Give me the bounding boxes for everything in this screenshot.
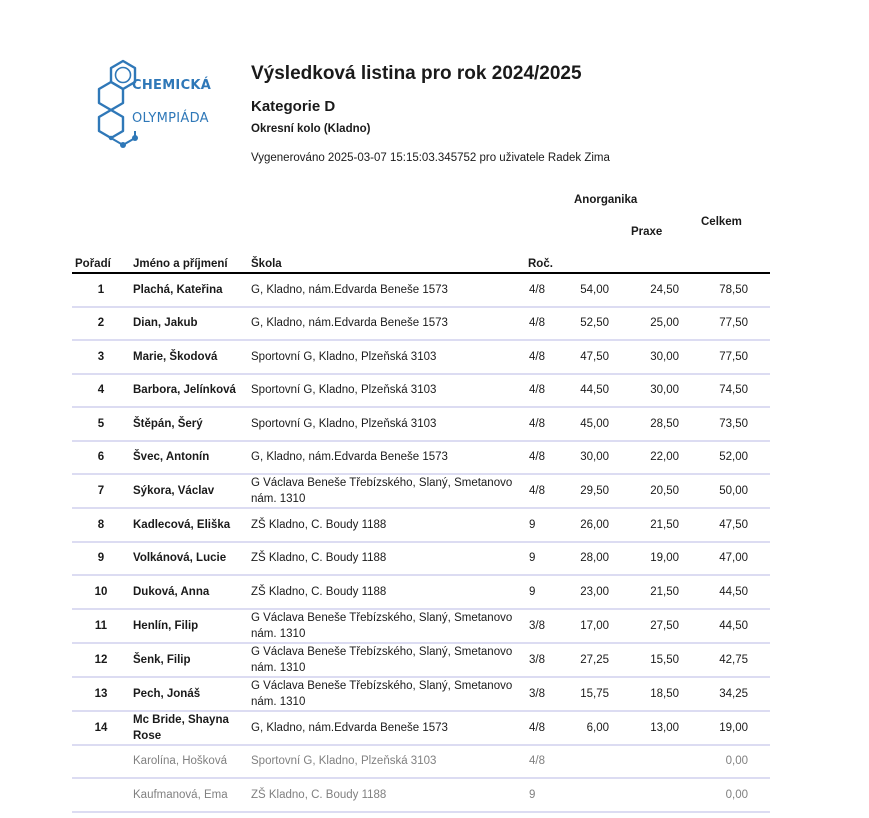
cell-school: G Václava Beneše Třebízského, Slaný, Smetanovo nám. 1310 [248, 677, 525, 711]
cell-school: G Václava Beneše Třebízského, Slaný, Smetanovo nám. 1310 [248, 643, 525, 677]
cell-name: Marie, Škodová [130, 340, 248, 374]
cell-roc: 4/8 [525, 307, 570, 341]
cell-celkem: 50,00 [697, 474, 770, 508]
cell-praxe: 30,00 [627, 340, 697, 374]
cell-school: ZŠ Kladno, C. Boudy 1188 [248, 778, 525, 812]
cell-rank: 3 [72, 340, 130, 374]
cell-anorganika: 15,75 [570, 677, 627, 711]
table-row [72, 575, 770, 609]
cell-roc: 3/8 [525, 609, 570, 643]
cell-praxe: 18,50 [627, 677, 697, 711]
cell-school: Sportovní G, Kladno, Plzeňská 3103 [248, 745, 525, 779]
cell-anorganika: 23,00 [570, 575, 627, 609]
cell-rank: 6 [72, 441, 130, 475]
cell-praxe [627, 745, 697, 779]
cell-roc: 4/8 [525, 273, 570, 307]
table-row [72, 711, 770, 745]
cell-celkem: 77,50 [697, 340, 770, 374]
cell-praxe [627, 778, 697, 812]
cell-celkem: 78,50 [697, 273, 770, 307]
cell-school: G, Kladno, nám.Edvarda Beneše 1573 [248, 307, 525, 341]
header-anorganika: Anorganika [570, 196, 627, 273]
cell-rank [72, 778, 130, 812]
header-praxe: Praxe [627, 196, 697, 273]
cell-school: Sportovní G, Kladno, Plzeňská 3103 [248, 407, 525, 441]
cell-anorganika: 45,00 [570, 407, 627, 441]
header-roc: Roč. [525, 196, 570, 273]
cell-praxe: 15,50 [627, 643, 697, 677]
cell-celkem: 77,50 [697, 307, 770, 341]
cell-anorganika: 6,00 [570, 711, 627, 745]
cell-praxe: 24,50 [627, 273, 697, 307]
header-rank: Pořadí [72, 196, 130, 273]
cell-celkem: 34,25 [697, 677, 770, 711]
cell-school: ZŠ Kladno, C. Boudy 1188 [248, 508, 525, 542]
cell-roc: 4/8 [525, 745, 570, 779]
cell-school: ZŠ Kladno, C. Boudy 1188 [248, 542, 525, 576]
table-header-row [72, 196, 770, 273]
table-row [72, 778, 770, 812]
cell-anorganika: 29,50 [570, 474, 627, 508]
cell-rank: 10 [72, 575, 130, 609]
cell-anorganika: 52,50 [570, 307, 627, 341]
cell-celkem: 74,50 [697, 374, 770, 408]
chemicka-olympiada-logo [93, 57, 223, 149]
page-title: Výsledková listina pro rok 2024/2025 [251, 63, 582, 84]
cell-name: Sýkora, Václav [130, 474, 248, 508]
cell-rank: 13 [72, 677, 130, 711]
cell-school: G Václava Beneše Třebízského, Slaný, Smetanovo nám. 1310 [248, 474, 525, 508]
cell-name: Mc Bride, Shayna Rose [130, 711, 248, 745]
table-row [72, 474, 770, 508]
cell-name: Pech, Jonáš [130, 677, 248, 711]
table-row [72, 273, 770, 307]
table-row [72, 745, 770, 779]
cell-rank: 7 [72, 474, 130, 508]
cell-school: G, Kladno, nám.Edvarda Beneše 1573 [248, 273, 525, 307]
cell-anorganika: 47,50 [570, 340, 627, 374]
cell-name: Volkánová, Lucie [130, 542, 248, 576]
cell-rank: 5 [72, 407, 130, 441]
cell-school: G, Kladno, nám.Edvarda Beneše 1573 [248, 441, 525, 475]
cell-anorganika: 28,00 [570, 542, 627, 576]
cell-praxe: 21,50 [627, 508, 697, 542]
logo-line-1: CHEMICKÁ [132, 78, 212, 93]
cell-anorganika [570, 778, 627, 812]
cell-name: Dian, Jakub [130, 307, 248, 341]
cell-celkem: 44,50 [697, 609, 770, 643]
cell-anorganika: 17,00 [570, 609, 627, 643]
cell-name: Kaufmanová, Ema [130, 778, 248, 812]
cell-praxe: 22,00 [627, 441, 697, 475]
cell-roc: 9 [525, 778, 570, 812]
cell-roc: 9 [525, 542, 570, 576]
cell-celkem: 42,75 [697, 643, 770, 677]
cell-anorganika: 44,50 [570, 374, 627, 408]
cell-praxe: 19,00 [627, 542, 697, 576]
cell-praxe: 20,50 [627, 474, 697, 508]
cell-rank: 12 [72, 643, 130, 677]
cell-anorganika [570, 745, 627, 779]
table-row [72, 374, 770, 408]
cell-anorganika: 54,00 [570, 273, 627, 307]
cell-rank: 4 [72, 374, 130, 408]
table-row [72, 340, 770, 374]
cell-name: Barbora, Jelínková [130, 374, 248, 408]
cell-anorganika: 27,25 [570, 643, 627, 677]
header-celkem: Celkem [697, 196, 770, 273]
table-row [72, 307, 770, 341]
cell-name: Šenk, Filip [130, 643, 248, 677]
logo-line-2: OLYMPIÁDA [132, 111, 209, 126]
cell-school: ZŠ Kladno, C. Boudy 1188 [248, 575, 525, 609]
table-row [72, 542, 770, 576]
cell-praxe: 27,50 [627, 609, 697, 643]
cell-roc: 3/8 [525, 677, 570, 711]
cell-celkem: 73,50 [697, 407, 770, 441]
cell-celkem: 52,00 [697, 441, 770, 475]
table-row [72, 508, 770, 542]
cell-celkem: 47,50 [697, 508, 770, 542]
table-row [72, 407, 770, 441]
category-heading: Kategorie D [251, 98, 336, 115]
cell-roc: 9 [525, 508, 570, 542]
cell-roc: 4/8 [525, 711, 570, 745]
cell-name: Karolína, Hošková [130, 745, 248, 779]
cell-roc: 4/8 [525, 407, 570, 441]
cell-anorganika: 26,00 [570, 508, 627, 542]
cell-praxe: 25,00 [627, 307, 697, 341]
header-name: Jméno a příjmení [130, 196, 248, 273]
cell-roc: 4/8 [525, 441, 570, 475]
cell-rank: 9 [72, 542, 130, 576]
cell-roc: 9 [525, 575, 570, 609]
cell-praxe: 21,50 [627, 575, 697, 609]
results-table [72, 193, 770, 813]
cell-name: Henlín, Filip [130, 609, 248, 643]
cell-school: Sportovní G, Kladno, Plzeňská 3103 [248, 374, 525, 408]
cell-celkem: 19,00 [697, 711, 770, 745]
cell-name: Plachá, Kateřina [130, 273, 248, 307]
cell-name: Kadlecová, Eliška [130, 508, 248, 542]
table-row [72, 643, 770, 677]
generated-note: Vygenerováno 2025-03-07 15:15:03.345752 pro uživatele Radek Zima [251, 152, 610, 164]
cell-rank: 8 [72, 508, 130, 542]
cell-school: G, Kladno, nám.Edvarda Beneše 1573 [248, 711, 525, 745]
cell-roc: 4/8 [525, 374, 570, 408]
cell-name: Švec, Antonín [130, 441, 248, 475]
cell-celkem: 47,00 [697, 542, 770, 576]
round-heading: Okresní kolo (Kladno) [251, 123, 371, 135]
cell-name: Štěpán, Šerý [130, 407, 248, 441]
cell-rank: 2 [72, 307, 130, 341]
cell-celkem: 0,00 [697, 745, 770, 779]
cell-rank: 11 [72, 609, 130, 643]
cell-name: Duková, Anna [130, 575, 248, 609]
cell-anorganika: 30,00 [570, 441, 627, 475]
table-row [72, 677, 770, 711]
cell-rank: 1 [72, 273, 130, 307]
cell-school: G Václava Beneše Třebízského, Slaný, Smetanovo nám. 1310 [248, 609, 525, 643]
cell-roc: 4/8 [525, 474, 570, 508]
cell-rank: 14 [72, 711, 130, 745]
cell-roc: 3/8 [525, 643, 570, 677]
cell-praxe: 30,00 [627, 374, 697, 408]
table-row [72, 441, 770, 475]
table-row [72, 609, 770, 643]
cell-praxe: 13,00 [627, 711, 697, 745]
cell-roc: 4/8 [525, 340, 570, 374]
header-school: Škola [248, 196, 525, 273]
cell-celkem: 44,50 [697, 575, 770, 609]
hexagon-molecule-icon [93, 57, 223, 149]
cell-celkem: 0,00 [697, 778, 770, 812]
cell-praxe: 28,50 [627, 407, 697, 441]
cell-school: Sportovní G, Kladno, Plzeňská 3103 [248, 340, 525, 374]
cell-rank [72, 745, 130, 779]
